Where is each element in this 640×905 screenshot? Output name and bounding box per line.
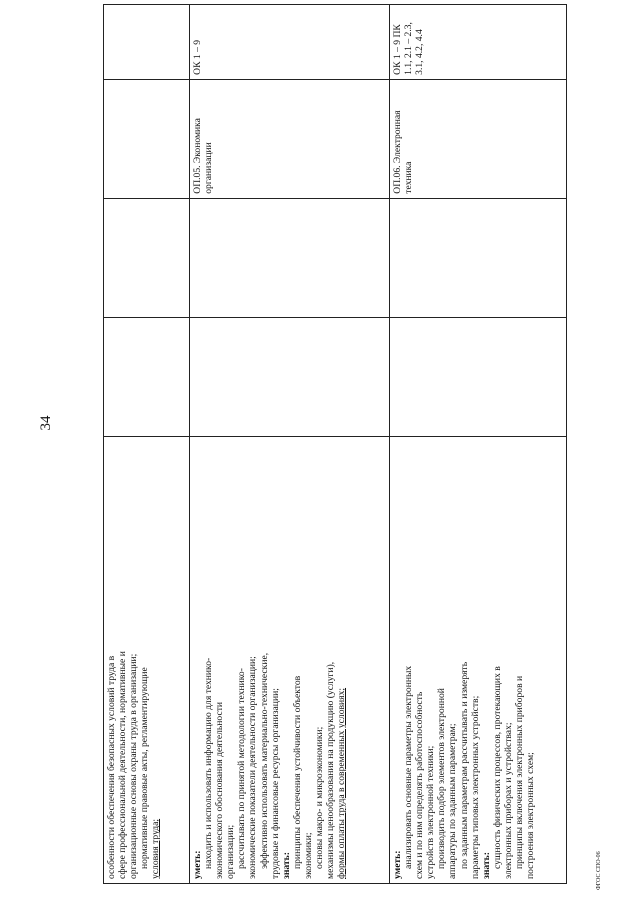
requirement-line: схем и по ним определять работоспособность	[414, 691, 426, 879]
discipline-cell: ОП.05. Экономика организации	[190, 79, 390, 198]
requirements-cell	[190, 436, 390, 883]
competencies-cell	[104, 5, 190, 80]
requirement-line: экономические показатели деятельности организации;	[247, 656, 259, 879]
requirement-line: организации;	[225, 824, 237, 879]
requirement-line: производить подбор элементов электронной	[436, 688, 448, 869]
competencies-cell: ОК 1 – 9	[190, 5, 390, 80]
requirement-line: сфере профессиональной деятельности, нормативные и	[117, 651, 129, 879]
requirement-line: трудовые и финансовые ресурсы организации;	[269, 688, 281, 879]
requirement-line: механизмы ценообразования на продукцию (услуги),	[325, 661, 337, 879]
requirements-cell	[390, 436, 567, 883]
requirement-line: находить и использовать информацию для технико-	[203, 657, 215, 869]
requirement-line: основы макро- и микроэкономики;	[314, 726, 326, 869]
requirement-line: принципы включения электронных приборов и	[514, 675, 526, 869]
requirement-line: организационные основы охраны труда в организации;	[128, 653, 140, 879]
empty-cell	[390, 198, 567, 317]
requirement-line: по заданным параметрам рассчитывать и измерять	[458, 661, 470, 869]
requirement-line: формы оплаты труда в современных условиях;	[336, 687, 348, 879]
curriculum-table	[103, 4, 567, 884]
umet-label: уметь:	[192, 850, 203, 879]
page-number: 34	[38, 415, 54, 431]
requirement-line: сущность физических процессов, протекающих в	[491, 666, 503, 869]
requirement-line: аппаратуры по заданным параметрам;	[447, 723, 459, 879]
requirement-line: анализировать основные параметры электронных	[403, 665, 415, 869]
requirement-line: экономического обоснования деятельности	[214, 701, 226, 879]
requirement-line: экономики;	[302, 832, 314, 879]
requirement-line: параметры типовых электронных устройств;	[469, 695, 481, 879]
umet-label: уметь:	[392, 850, 403, 879]
table-row	[104, 5, 190, 884]
requirement-line: эффективно использовать материально-технические,	[258, 652, 270, 869]
discipline-cell	[104, 79, 190, 198]
empty-cell	[390, 317, 567, 436]
requirement-line: рассчитывать по принятой методологии технико-	[236, 668, 248, 869]
requirement-line: устройств электронной техники;	[425, 745, 437, 879]
competencies-cell: ОК 1 – 9 ПК 1.1, 2.1 – 2.3, 3.1, 4.2, 4.4	[390, 5, 567, 80]
empty-cell	[104, 317, 190, 436]
requirement-line: принципы обеспечения устойчивости объектов	[291, 675, 303, 869]
footer-code: ФГОС СПО-06	[596, 851, 602, 890]
requirement-line: нормативные правовые акты, регламентирующие	[139, 667, 151, 869]
requirement-line: построения электронных схем;	[525, 752, 537, 879]
znat-label: знать:	[280, 852, 292, 879]
requirement-line: электронных приборах и устройствах;	[502, 722, 514, 879]
discipline-cell: ОП.06. Электронная техника	[390, 79, 567, 198]
empty-cell	[190, 317, 390, 436]
requirement-line: особенности обеспечения безопасных условий труда в	[106, 655, 117, 879]
znat-label: знать:	[480, 852, 492, 879]
requirements-cell	[104, 436, 190, 883]
table-row	[390, 5, 567, 884]
table-row	[190, 5, 390, 884]
requirement-line: условия труда;	[150, 818, 162, 879]
empty-cell	[104, 198, 190, 317]
empty-cell	[190, 198, 390, 317]
